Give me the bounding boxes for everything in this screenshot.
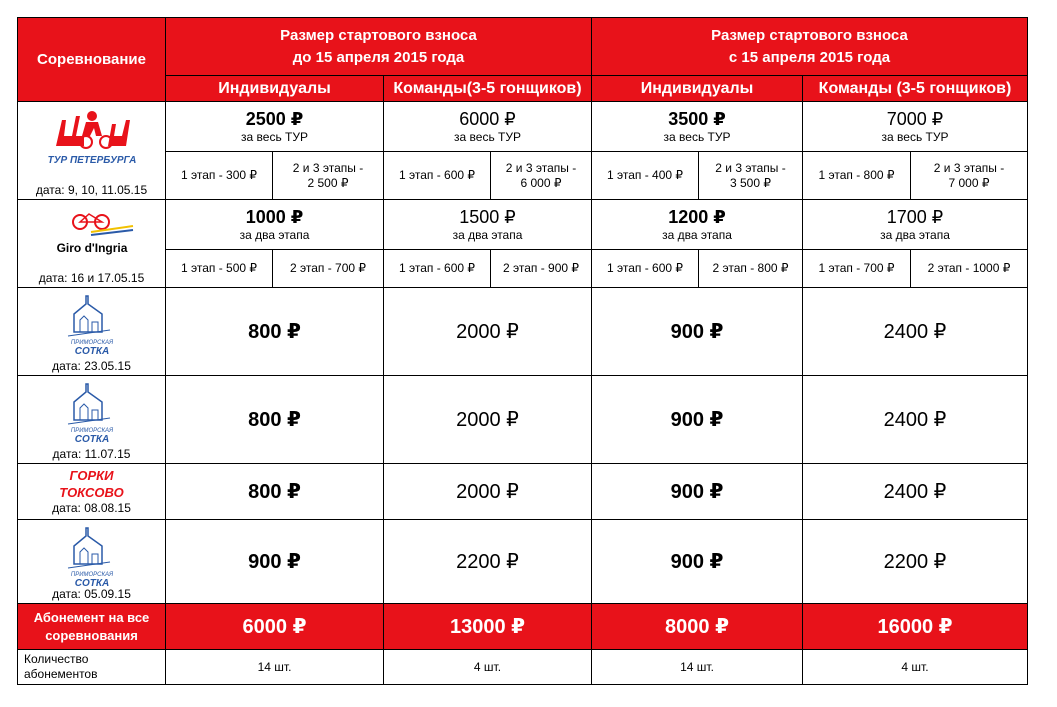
count-value [384, 650, 592, 684]
stage-label: 2 и 3 этапы - 7 000 ₽ [933, 160, 1005, 190]
stage-label: 1 этап - 700 ₽ [818, 261, 895, 275]
period-1-line-2: до 15 апреля 2015 года [292, 48, 465, 66]
price-cell [384, 464, 592, 520]
price-value: 900 ₽ [248, 551, 301, 573]
price-value: 800 ₽ [248, 409, 301, 431]
sotka-logo [18, 524, 165, 588]
competition-primorskaya-sotka [18, 376, 166, 464]
subscription-price [803, 604, 1027, 650]
price-cell [592, 288, 803, 376]
price-note: за весь ТУР [241, 130, 308, 144]
stage-price [273, 250, 384, 288]
price-value: 900 ₽ [670, 321, 724, 343]
price-note: за два этапа [662, 228, 732, 242]
price-main [803, 200, 1027, 250]
period-1-line-1: Размер стартового взноса [280, 26, 477, 44]
competition-date: дата: 08.08.15 [52, 501, 131, 515]
teams-label: Команды(3-5 гонщиков) [393, 79, 582, 97]
giro-logo [18, 204, 165, 264]
price-cell [592, 376, 803, 464]
price-note: за весь ТУР [454, 130, 521, 144]
price-cell [803, 376, 1027, 464]
price-main [592, 102, 803, 152]
stage-label: 1 этап - 600 ₽ [398, 261, 476, 275]
price-value: 900 ₽ [670, 481, 724, 503]
stage-price [699, 250, 803, 288]
count-value [803, 650, 1027, 684]
stage-price [384, 250, 491, 288]
count-value [592, 650, 803, 684]
count-label-cell [18, 650, 166, 684]
header-period-2 [592, 18, 1027, 76]
price-value: 2400 ₽ [883, 409, 947, 431]
svg-text:ПРИМОРСКАЯ: ПРИМОРСКАЯ [70, 572, 113, 578]
stage-label: 2 и 3 этапы - 2 500 ₽ [292, 160, 364, 190]
subscription-label: Абонемент на все соревнования [33, 609, 150, 643]
stage-price [273, 152, 384, 200]
competition-date: дата: 05.09.15 [52, 587, 131, 601]
price-value: 2000 ₽ [456, 409, 519, 431]
subscription-label-cell [18, 604, 166, 650]
stage-label: 1 этап - 500 ₽ [180, 261, 258, 275]
price-value: 8000 ₽ [665, 616, 729, 638]
stage-price [491, 152, 592, 200]
price-cell [592, 520, 803, 604]
count-label: Количество абонементов [24, 652, 98, 681]
stage-price [592, 250, 699, 288]
price-value: 13000 ₽ [449, 616, 526, 638]
price-value: 7000 ₽ [886, 109, 944, 129]
svg-text:ПРИМОРСКАЯ: ПРИМОРСКАЯ [70, 340, 113, 346]
price-cell [592, 464, 803, 520]
subscription-price [384, 604, 592, 650]
competition-giro-dingria [18, 200, 166, 288]
stage-price [166, 250, 273, 288]
church-logo-icon [62, 524, 122, 588]
price-cell [803, 288, 1027, 376]
price-value: 2500 ₽ [245, 109, 304, 129]
header-individuals-2 [592, 76, 803, 102]
price-value: 1200 ₽ [668, 207, 726, 227]
svg-text:СОТКА: СОТКА [74, 578, 109, 588]
church-logo-icon [62, 292, 122, 356]
fee-table [17, 17, 1028, 685]
period-2-line-1: Размер стартового взноса [711, 26, 908, 44]
price-note: за два этапа [452, 228, 523, 242]
price-note: за весь ТУР [881, 130, 949, 144]
price-value: 6000 ₽ [242, 616, 307, 638]
count-text: 14 шт. [680, 659, 714, 674]
price-main [803, 102, 1027, 152]
competition-title-line: ТОКСОВО [59, 485, 124, 500]
price-cell [166, 288, 384, 376]
price-value: 900 ₽ [670, 551, 724, 573]
count-text: 4 шт. [473, 659, 502, 674]
svg-text:Giro d'Ingria: Giro d'Ingria [56, 241, 127, 255]
price-note: за весь ТУР [663, 130, 731, 144]
stage-price [592, 152, 699, 200]
teams-label: Команды (3-5 гонщиков) [818, 79, 1012, 97]
stage-price [491, 250, 592, 288]
sotka-logo [18, 380, 165, 444]
svg-text:СОТКА: СОТКА [74, 346, 109, 356]
count-value [166, 650, 384, 684]
price-cell [166, 464, 384, 520]
stage-label: 1 этап - 600 ₽ [398, 168, 476, 182]
stage-price [911, 250, 1027, 288]
price-cell [384, 520, 592, 604]
stage-price [384, 152, 491, 200]
price-value: 800 ₽ [248, 321, 301, 343]
subscription-price [592, 604, 803, 650]
stage-label: 2 и 3 этапы - 6 000 ₽ [505, 160, 577, 190]
individuals-label: Индивидуалы [640, 79, 754, 97]
price-main [166, 200, 384, 250]
header-competition [18, 18, 166, 102]
header-teams-1 [384, 76, 592, 102]
competition-gorki-toksovo [18, 464, 166, 520]
stage-label: 2 этап - 800 ₽ [712, 261, 789, 275]
subscription-price [166, 604, 384, 650]
competition-title-line: ГОРКИ [69, 468, 114, 483]
stage-price [803, 250, 911, 288]
bicycle-logo-icon [47, 204, 137, 264]
stage-label: 2 этап - 900 ₽ [502, 261, 580, 275]
stage-label: 1 этап - 600 ₽ [606, 261, 684, 275]
competition-primorskaya-sotka [18, 520, 166, 604]
price-value: 2000 ₽ [456, 481, 519, 503]
sotka-logo [18, 292, 165, 356]
stage-price [166, 152, 273, 200]
price-value: 3500 ₽ [668, 109, 726, 129]
price-cell [803, 464, 1027, 520]
stage-label: 1 этап - 300 ₽ [180, 168, 258, 182]
competition-date: дата: 16 и 17.05.15 [38, 271, 145, 285]
header-teams-2 [803, 76, 1027, 102]
price-value: 6000 ₽ [459, 109, 516, 129]
header-period-1 [166, 18, 592, 76]
period-2-line-2: с 15 апреля 2015 года [728, 48, 891, 66]
count-text: 14 шт. [257, 659, 292, 674]
stage-label: 1 этап - 400 ₽ [606, 168, 684, 182]
header-competition-label: Соревнование [37, 50, 146, 68]
price-value: 2400 ₽ [883, 481, 947, 503]
stage-label: 1 этап - 800 ₽ [818, 168, 895, 182]
price-note: за два этапа [239, 228, 310, 242]
stage-label: 2 этап - 1000 ₽ [927, 261, 1011, 275]
price-main [384, 200, 592, 250]
price-cell [384, 376, 592, 464]
stage-label: 2 этап - 700 ₽ [289, 261, 367, 275]
stage-price [699, 152, 803, 200]
competition-primorskaya-sotka [18, 288, 166, 376]
competition-date: дата: 23.05.15 [52, 359, 131, 373]
price-value: 800 ₽ [248, 481, 301, 503]
price-cell [803, 520, 1027, 604]
stage-label: 2 и 3 этапы - 3 500 ₽ [715, 160, 786, 190]
competition-date: дата: 11.07.15 [52, 447, 131, 461]
church-logo-icon [62, 380, 122, 444]
price-cell [384, 288, 592, 376]
price-value: 1500 ₽ [459, 207, 516, 227]
price-value: 1000 ₽ [245, 207, 304, 227]
svg-text:ПРИМОРСКАЯ: ПРИМОРСКАЯ [70, 428, 113, 434]
stage-price [911, 152, 1027, 200]
price-cell [166, 376, 384, 464]
cyclist-logo-icon [42, 106, 142, 172]
price-value: 2200 ₽ [883, 551, 947, 573]
price-value: 900 ₽ [670, 409, 724, 431]
competition-tour-petersburg [18, 102, 166, 200]
header-individuals-1 [166, 76, 384, 102]
price-main [592, 200, 803, 250]
count-text: 4 шт. [901, 659, 929, 674]
individuals-label: Индивидуалы [218, 79, 331, 97]
tour-petersburg-logo [18, 106, 165, 172]
svg-text:СОТКА: СОТКА [74, 434, 109, 444]
competition-date: дата: 9, 10, 11.05.15 [35, 183, 148, 197]
price-value: 2200 ₽ [456, 551, 519, 573]
price-value: 2400 ₽ [883, 321, 947, 343]
price-note: за два этапа [880, 228, 950, 242]
price-value: 16000 ₽ [877, 616, 953, 638]
stage-price [803, 152, 911, 200]
price-main [166, 102, 384, 152]
price-value: 1700 ₽ [886, 207, 944, 227]
svg-text:ТУР ПЕТЕРБУРГА: ТУР ПЕТЕРБУРГА [47, 155, 136, 166]
price-value: 2000 ₽ [456, 321, 519, 343]
price-main [384, 102, 592, 152]
price-cell [166, 520, 384, 604]
